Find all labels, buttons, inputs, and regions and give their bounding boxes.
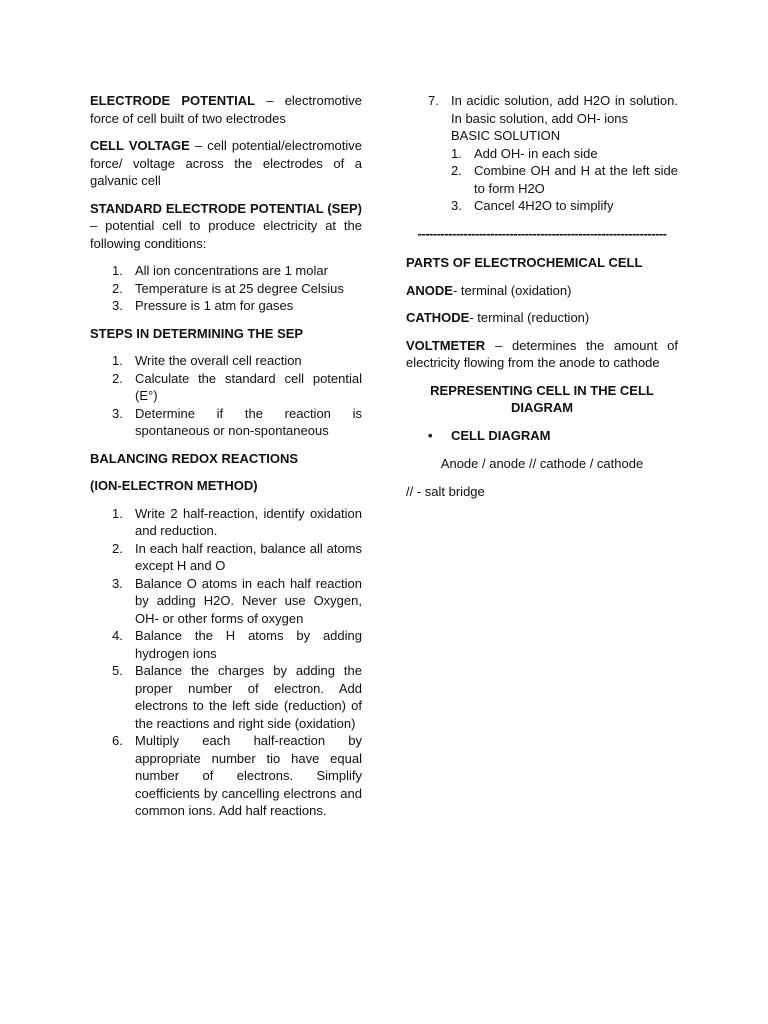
- list-item: [90, 352, 362, 370]
- cell-diagram-label: CELL DIAGRAM: [451, 427, 551, 443]
- cell-diagram-bullet-item: [406, 427, 678, 445]
- list-item: [406, 197, 678, 215]
- voltmeter-definition: [406, 337, 678, 372]
- basic-solution-label: BASIC SOLUTION: [451, 128, 561, 143]
- anode-definition: [406, 282, 678, 300]
- list-item: [406, 145, 678, 163]
- list-text: In each half reaction, balance all atoms except H and O: [135, 540, 362, 573]
- electrode-potential-definition: [90, 92, 362, 127]
- anode-term: ANODE: [406, 282, 453, 298]
- cell-voltage-text: – cell potential/electromotive force/ voltage across the electrodes of a galvanic cell: [90, 138, 362, 188]
- list-text: All ion concentrations are 1 molar: [135, 263, 328, 278]
- list-number: 5.: [112, 663, 123, 678]
- list-text: Calculate the standard cell potential (E°): [135, 370, 362, 403]
- sep-term: STANDARD ELECTRODE POTENTIAL (SEP): [90, 200, 362, 216]
- list-number: 6.: [112, 733, 123, 748]
- list-item: [406, 162, 678, 197]
- list-text: Combine OH and H at the left side to form H2O: [474, 163, 678, 196]
- list-text: Balance O atoms in each half reaction by adding H2O. Never use Oxygen, OH- or other forms of oxygen: [135, 575, 362, 626]
- parts-heading: [406, 254, 678, 272]
- basic-steps-list: [406, 145, 678, 215]
- list-text: Temperature is at 25 degree Celsius: [135, 280, 344, 296]
- list-item: [90, 732, 362, 820]
- parts-heading-text: PARTS OF ELECTROCHEMICAL CELL: [406, 255, 643, 270]
- cathode-definition: [406, 309, 678, 327]
- steps-heading-text: STEPS IN DETERMINING THE SEP: [90, 325, 304, 341]
- list-item: [90, 405, 362, 440]
- list-text: Write the overall cell reaction: [135, 353, 302, 368]
- list-text: Pressure is 1 atm for gases: [135, 298, 294, 313]
- sep-steps-list: [90, 352, 362, 440]
- list-number: 2.: [112, 370, 123, 386]
- list-item: [90, 540, 362, 575]
- list-item: [406, 92, 678, 127]
- steps-heading: [90, 325, 362, 343]
- list-number: 7.: [428, 93, 439, 108]
- list-item: [90, 505, 362, 540]
- list-number: 2.: [112, 540, 123, 556]
- list-number: 3.: [112, 575, 123, 591]
- cell-diagram-notation: Anode / anode // cathode / cathode: [440, 456, 644, 471]
- list-number: 1.: [451, 145, 462, 161]
- salt-bridge-note: // - salt bridge: [406, 483, 485, 499]
- method-heading: [90, 477, 362, 495]
- balancing-heading-text: BALANCING REDOX REACTIONS: [90, 450, 299, 466]
- list-item: [90, 575, 362, 628]
- method-steps-list: [90, 505, 362, 820]
- list-text: Multiply each half-reaction by appropriate number tio have equal number of electrons. Simplify coefficients by cancelling electrons and common ions. Add half reactions.: [135, 733, 362, 818]
- voltmeter-term: VOLTMETER: [406, 337, 486, 353]
- list-number: 3.: [112, 298, 123, 313]
- list-item: [90, 280, 362, 298]
- list-number: 2.: [112, 280, 123, 296]
- cell-voltage-definition: [90, 137, 362, 190]
- representing-heading: [406, 382, 678, 417]
- list-number: 1.: [112, 353, 123, 368]
- list-item: [90, 297, 362, 315]
- list-text: Balance the H atoms by adding hydrogen ions: [135, 628, 362, 661]
- list-number: 1.: [112, 263, 123, 278]
- conditions-list: [90, 262, 362, 315]
- list-text: Cancel 4H2O to simplify: [474, 198, 614, 213]
- list-text: Balance the charges by adding the proper number of electron. Add electrons to the left side (reduction) of the reactions and right side (oxidation): [135, 663, 362, 731]
- list-number: 3.: [451, 198, 462, 213]
- sep-text: – potential cell to produce electricity at the following conditions:: [90, 218, 362, 251]
- list-item: [90, 370, 362, 405]
- cathode-text: - terminal (reduction): [469, 310, 590, 325]
- electrode-potential-text: – electromotive force of cell built of two electrodes: [90, 93, 362, 126]
- sep-definition: [90, 200, 362, 253]
- left-column: [90, 92, 362, 820]
- method-heading-text: (ION-ELECTRON METHOD): [90, 478, 258, 493]
- list-text: Add OH- in each side: [474, 145, 598, 161]
- list-item: [90, 662, 362, 732]
- electrode-potential-term: ELECTRODE POTENTIAL: [90, 93, 256, 108]
- list-number: 1.: [112, 505, 123, 521]
- list-text: Write 2 half-reaction, identify oxidation and reduction.: [135, 505, 362, 538]
- list-item: [90, 627, 362, 662]
- cell-voltage-term: CELL VOLTAGE: [90, 138, 190, 153]
- cathode-term: CATHODE: [406, 310, 470, 325]
- list-number: 3.: [112, 405, 123, 421]
- list-number: 2.: [451, 163, 462, 178]
- list-text: Determine if the reaction is spontaneous or non-spontaneous: [135, 405, 362, 438]
- voltmeter-text: – determines the amount of electricity flowing from the anode to cathode: [406, 337, 678, 370]
- list-item: [90, 262, 362, 280]
- balancing-heading: [90, 450, 362, 468]
- representing-heading-text: REPRESENTING CELL IN THE CELL DIAGRAM: [430, 382, 654, 415]
- list-number: 4.: [112, 628, 123, 643]
- anode-text: - terminal (oxidation): [452, 282, 572, 298]
- list-text: In acidic solution, add H2O in solution. In basic solution, add OH- ions: [451, 93, 678, 126]
- step-seven-list: [406, 92, 678, 127]
- bullet-icon: •: [428, 427, 433, 443]
- dashed-separator: -----------------------------------------------------------------: [417, 225, 667, 241]
- right-column: [406, 92, 678, 510]
